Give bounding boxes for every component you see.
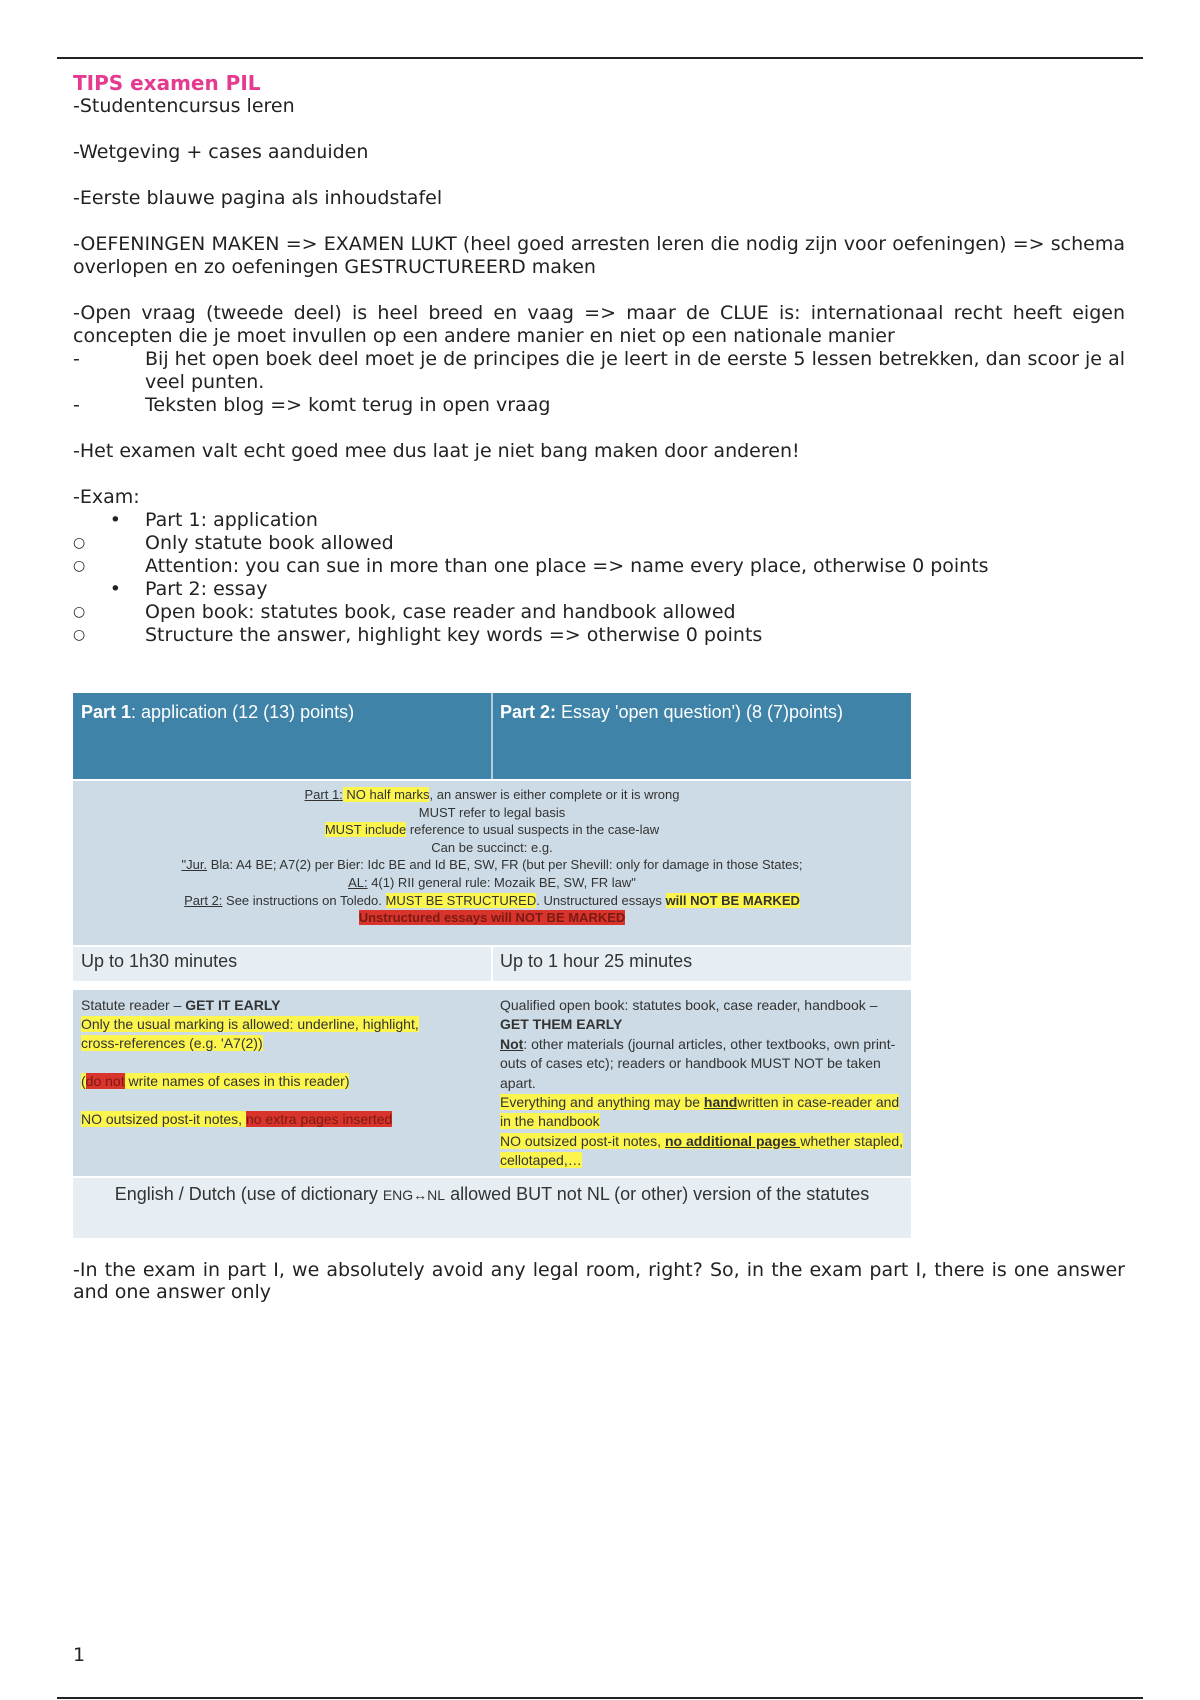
tip-5-sub-1 — [73, 348, 1125, 394]
materials-row — [73, 990, 911, 1176]
document-title: TIPS examen PIL — [73, 71, 261, 95]
materials-2-line-d: NO outsized post-it notes, no additional pages whether stapled, cellotaped,… — [500, 1132, 904, 1169]
tip-1: -Studentencursus leren — [73, 95, 295, 117]
exam-part-1 — [73, 509, 1125, 532]
circle-bullet-icon: ○ — [73, 627, 86, 643]
header-part-2: Part 2: Essay 'open question') (8 (7)points) — [500, 702, 844, 722]
materials-1-line-b: Only the usual marking is allowed: underline, highlight, cross-references (e.g. 'A7(2)) — [81, 1016, 419, 1051]
tip-4: -OEFENINGEN MAKEN => EXAMEN LUKT (heel goed arresten leren die nodig zijn voor oefeningen) => schema overlopen en zo oefeningen GESTRUCTUREERD maken — [73, 233, 1125, 278]
circle-bullet-icon: ○ — [73, 535, 86, 551]
dash-marker: - — [73, 348, 80, 370]
rule-line-8: Unstructured essays will NOT BE MARKED — [358, 910, 626, 926]
bullet-icon: • — [109, 509, 121, 531]
rule-line-7: Part 2: See instructions on Toledo. MUST BE STRUCTURED. Unstructured essays will NOT BE MARKED — [184, 892, 800, 908]
tip-2: -Wetgeving + cases aanduiden — [73, 141, 369, 163]
header-divider — [491, 693, 493, 779]
time-part-1: Up to 1h30 minutes — [81, 951, 238, 971]
materials-1-line-c: (do not write names of cases in this reader) — [81, 1073, 350, 1089]
top-rule — [57, 57, 1143, 59]
table-header-row — [73, 693, 911, 779]
language-text-a: English / Dutch (use of dictionary — [114, 1184, 383, 1204]
exam-part-1-item-1 — [73, 532, 1125, 555]
exam-label: -Exam: — [73, 486, 140, 508]
exam-overview-table — [73, 693, 911, 1238]
exam-part-2-item-2-text: Structure the answer, highlight key words => otherwise 0 points — [145, 624, 763, 646]
exam-part-2-item-1 — [73, 601, 1125, 624]
page-number: 1 — [73, 1644, 86, 1666]
materials-part-2 — [500, 996, 905, 1171]
exam-part-2-item-1-text: Open book: statutes book, case reader and handbook allowed — [145, 601, 736, 623]
tip-3: -Eerste blauwe pagina als inhoudstafel — [73, 187, 443, 209]
header-part-1: Part 1: application (12 (13) points) — [81, 702, 355, 722]
dash-marker: - — [73, 394, 80, 416]
materials-2-line-b: Not: other materials (journal articles, other textbooks, own print-outs of cases etc); readers or handbook MUST NOT be taken apart. — [500, 1035, 896, 1091]
language-row — [73, 1178, 911, 1238]
bullet-icon: • — [109, 578, 121, 600]
exam-part-2-item-2 — [73, 624, 1125, 647]
exam-part-2-text: Part 2: essay — [145, 578, 268, 600]
language-text-b: allowed BUT not NL (or other) version of the statutes — [445, 1184, 870, 1204]
circle-bullet-icon: ○ — [73, 558, 86, 574]
rule-line-5: "Jur. Bla: A4 BE; A7(2) per Bier: Idc BE and Id BE, SW, FR (but per Shevill: only for damage in those States; — [181, 857, 803, 873]
materials-1-line-a: Statute reader – GET IT EARLY — [81, 997, 281, 1013]
tip-5-sub-2 — [73, 394, 1125, 417]
materials-2-line-c: Everything and anything may be handwritten in case-reader and in the handbook — [500, 1094, 900, 1130]
exam-part-1-item-2 — [73, 555, 1125, 578]
tip-6: -Het examen valt echt goed mee dus laat je niet bang maken door anderen! — [73, 440, 800, 462]
materials-2-line-a: Qualified open book: statutes book, case reader, handbook – GET THEM EARLY — [500, 997, 878, 1033]
rule-line-4: Can be succinct: e.g. — [431, 839, 553, 855]
exam-part-2 — [73, 578, 1125, 601]
tip-5: -Open vraag (tweede deel) is heel breed en vaag => maar de CLUE is: internationaal recht heeft eigen concepten die je moet invullen op een andere manier en niet op een nationale manier — [73, 302, 1125, 347]
exam-part-1-text: Part 1: application — [145, 509, 318, 531]
document-body — [73, 71, 1125, 647]
materials-part-1 — [81, 996, 436, 1129]
rule-line-6: AL: 4(1) RII general rule: Mozaik BE, SW, FR law" — [348, 874, 636, 890]
closing-note: -In the exam in part I, we absolutely avoid any legal room, right? So, in the exam part I, there is one answer and one answer only — [73, 1259, 1125, 1303]
marking-rules-block — [73, 781, 911, 945]
time-part-2: Up to 1 hour 25 minutes — [500, 951, 693, 971]
tip-5-sub-2-text: Teksten blog => komt terug in open vraag — [145, 394, 551, 416]
tip-5-sub-1-text: Bij het open boek deel moet je de principes die je leert in de eerste 5 lessen betrekken, dan scoor je al veel punten. — [145, 348, 1125, 393]
materials-1-line-d: NO outsized post-it notes, no extra pages inserted — [81, 1111, 393, 1127]
bottom-rule — [57, 1697, 1143, 1699]
rule-line-3: MUST include reference to usual suspects in the case-law — [324, 822, 660, 838]
rule-line-1: Part 1: NO half marks, an answer is either complete or it is wrong — [304, 787, 680, 802]
exam-part-1-item-2-text: Attention: you can sue in more than one place => name every place, otherwise 0 points — [145, 555, 989, 577]
language-dictionary: ENG↔NL — [382, 1187, 446, 1203]
exam-part-1-item-1-text: Only statute book allowed — [145, 532, 394, 554]
rule-line-2: MUST refer to legal basis — [418, 804, 566, 820]
circle-bullet-icon: ○ — [73, 604, 86, 620]
